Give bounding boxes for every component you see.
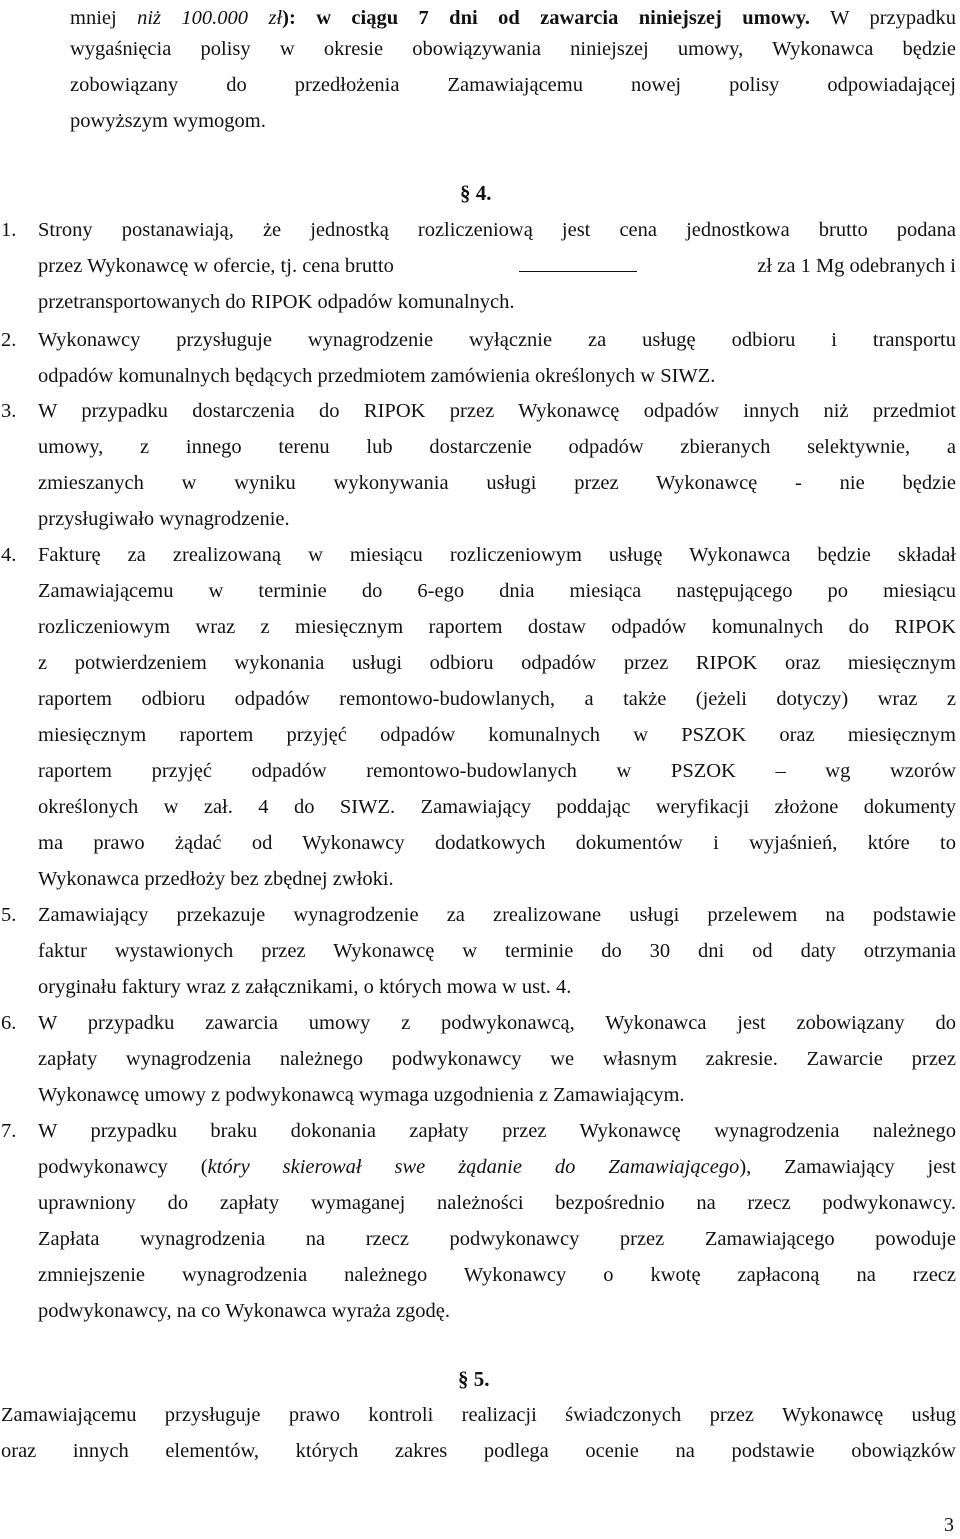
item-number: 6.: [1, 1012, 17, 1034]
item-7-line-3: uprawniony do zapłaty wymaganej należności bezpośrednio na rzecz podwykonawcy.: [38, 1192, 956, 1214]
item-4-line-9: ma prawo żądać od Wykonawcy dodatkowych dokumentów i wyjaśnień, które to: [38, 832, 956, 854]
item-5-line-2: faktur wystawionych przez Wykonawcę w terminie do 30 dni od daty otrzymania: [38, 940, 956, 962]
item-7-line-5: zmniejszenie wynagrodzenia należnego Wykonawcy o kwotę zapłaconą na rzecz: [38, 1264, 956, 1286]
section-5-line-2: oraz innych elementów, których zakres podlega ocenie na podstawie obowiązków: [1, 1440, 956, 1462]
page-number: 3: [944, 1514, 954, 1536]
item-4-line-7: raportem przyjęć odpadów remontowo-budowlanych w PSZOK – wg wzorów: [38, 760, 956, 782]
intro-line-1: mniej niż 100.000 zł): w ciągu 7 dni od zawarcia niniejszej umowy. W przypadku: [70, 7, 956, 29]
item-4-line-3: rozliczeniowym wraz z miesięcznym raportem dostaw odpadów komunalnych do RIPOK: [38, 616, 956, 638]
item-3-line-1: W przypadku dostarczenia do RIPOK przez Wykonawcę odpadów innych niż przedmiot: [38, 400, 956, 422]
item-4-line-5: raportem odbioru odpadów remontowo-budowlanych, a także (jeżeli dotyczy) wraz z: [38, 688, 956, 710]
item-number: 2.: [1, 329, 17, 351]
section-5-line-1: Zamawiającemu przysługuje prawo kontroli realizacji świadczonych przez Wykonawcę usług: [1, 1404, 956, 1426]
item-number: 1.: [1, 219, 17, 241]
item-1-line-2: [38, 248, 956, 284]
item-6-line-1: W przypadku zawarcia umowy z podwykonawcą, Wykonawca jest zobowiązany do: [38, 1012, 956, 1034]
item-7-line-6: podwykonawcy, na co Wykonawca wyraża zgodę.: [38, 1300, 451, 1322]
item-3-line-2: umowy, z innego terenu lub dostarczenie odpadów zbieranych selektywnie, a: [38, 436, 956, 458]
item-1-line-2-tail: zł za 1 Mg odebranych i: [757, 255, 956, 277]
price-blank-field: [519, 257, 637, 272]
item-2-line-1: Wykonawcy przysługuje wynagrodzenie wyłącznie za usługę odbioru i transportu: [38, 329, 956, 351]
item-6-line-3: Wykonawcę umowy z podwykonawcą wymaga uzgodnienia z Zamawiającym.: [38, 1084, 685, 1106]
section-4-heading: § 4.: [460, 181, 492, 205]
item-7-line-2: podwykonawcy (który skierował swe żądanie do Zamawiającego), Zamawiający jest: [38, 1156, 957, 1178]
item-number: 7.: [1, 1120, 17, 1142]
item-1-line-3: przetransportowanych do RIPOK odpadów komunalnych.: [38, 291, 515, 313]
item-6-line-2: zapłaty wynagrodzenia należnego podwykonawcy we własnym zakresie. Zawarcie przez: [38, 1048, 956, 1070]
item-4-line-2: Zamawiającemu w terminie do 6-ego dnia miesiąca następującego po miesiącu: [38, 580, 956, 602]
intro-line-3: zobowiązany do przedłożenia Zamawiającemu nowej polisy odpowiadającej: [70, 74, 956, 96]
item-number: 4.: [1, 544, 17, 566]
item-number: 3.: [1, 400, 17, 422]
item-3-line-3: zmieszanych w wyniku wykonywania usługi przez Wykonawcę - nie będzie: [38, 472, 956, 494]
item-4-line-6: miesięcznym raportem przyjęć odpadów komunalnych w PSZOK oraz miesięcznym: [38, 724, 956, 746]
item-7-line-4: Zapłata wynagrodzenia na rzecz podwykonawcy przez Zamawiającego powoduje: [38, 1228, 956, 1250]
item-1-line-1: Strony postanawiają, że jednostką rozliczeniową jest cena jednostkowa brutto podana: [38, 219, 956, 241]
section-5-heading: § 5.: [458, 1367, 490, 1391]
intro-line-4: powyższym wymogom.: [70, 110, 266, 132]
item-5-line-3: oryginału faktury wraz z załącznikami, o których mowa w ust. 4.: [38, 976, 572, 998]
item-7-line-1: W przypadku braku dokonania zapłaty przez Wykonawcę wynagrodzenia należnego: [38, 1120, 956, 1142]
item-4-line-8: określonych w zał. 4 do SIWZ. Zamawiający poddając weryfikacji złożone dokumenty: [38, 796, 956, 818]
intro-line-2: wygaśnięcia polisy w okresie obowiązywania niniejszej umowy, Wykonawca będzie: [70, 38, 956, 60]
item-2-line-2: odpadów komunalnych będących przedmiotem zamówienia określonych w SIWZ.: [38, 365, 716, 387]
item-4-line-10: Wykonawca przedłoży bez zbędnej zwłoki.: [38, 868, 394, 890]
item-4-line-4: z potwierdzeniem wykonania usługi odbioru odpadów przez RIPOK oraz miesięcznym: [38, 652, 956, 674]
item-4-line-1: Fakturę za zrealizowaną w miesiącu rozliczeniowym usługę Wykonawca będzie składał: [38, 544, 956, 566]
item-5-line-1: Zamawiający przekazuje wynagrodzenie za zrealizowane usługi przelewem na podstawie: [38, 904, 956, 926]
item-3-line-4: przysługiwało wynagrodzenie.: [38, 508, 290, 530]
item-number: 5.: [1, 904, 17, 926]
item-1-line-2-text: przez Wykonawcę w ofercie, tj. cena brutto: [38, 255, 394, 277]
